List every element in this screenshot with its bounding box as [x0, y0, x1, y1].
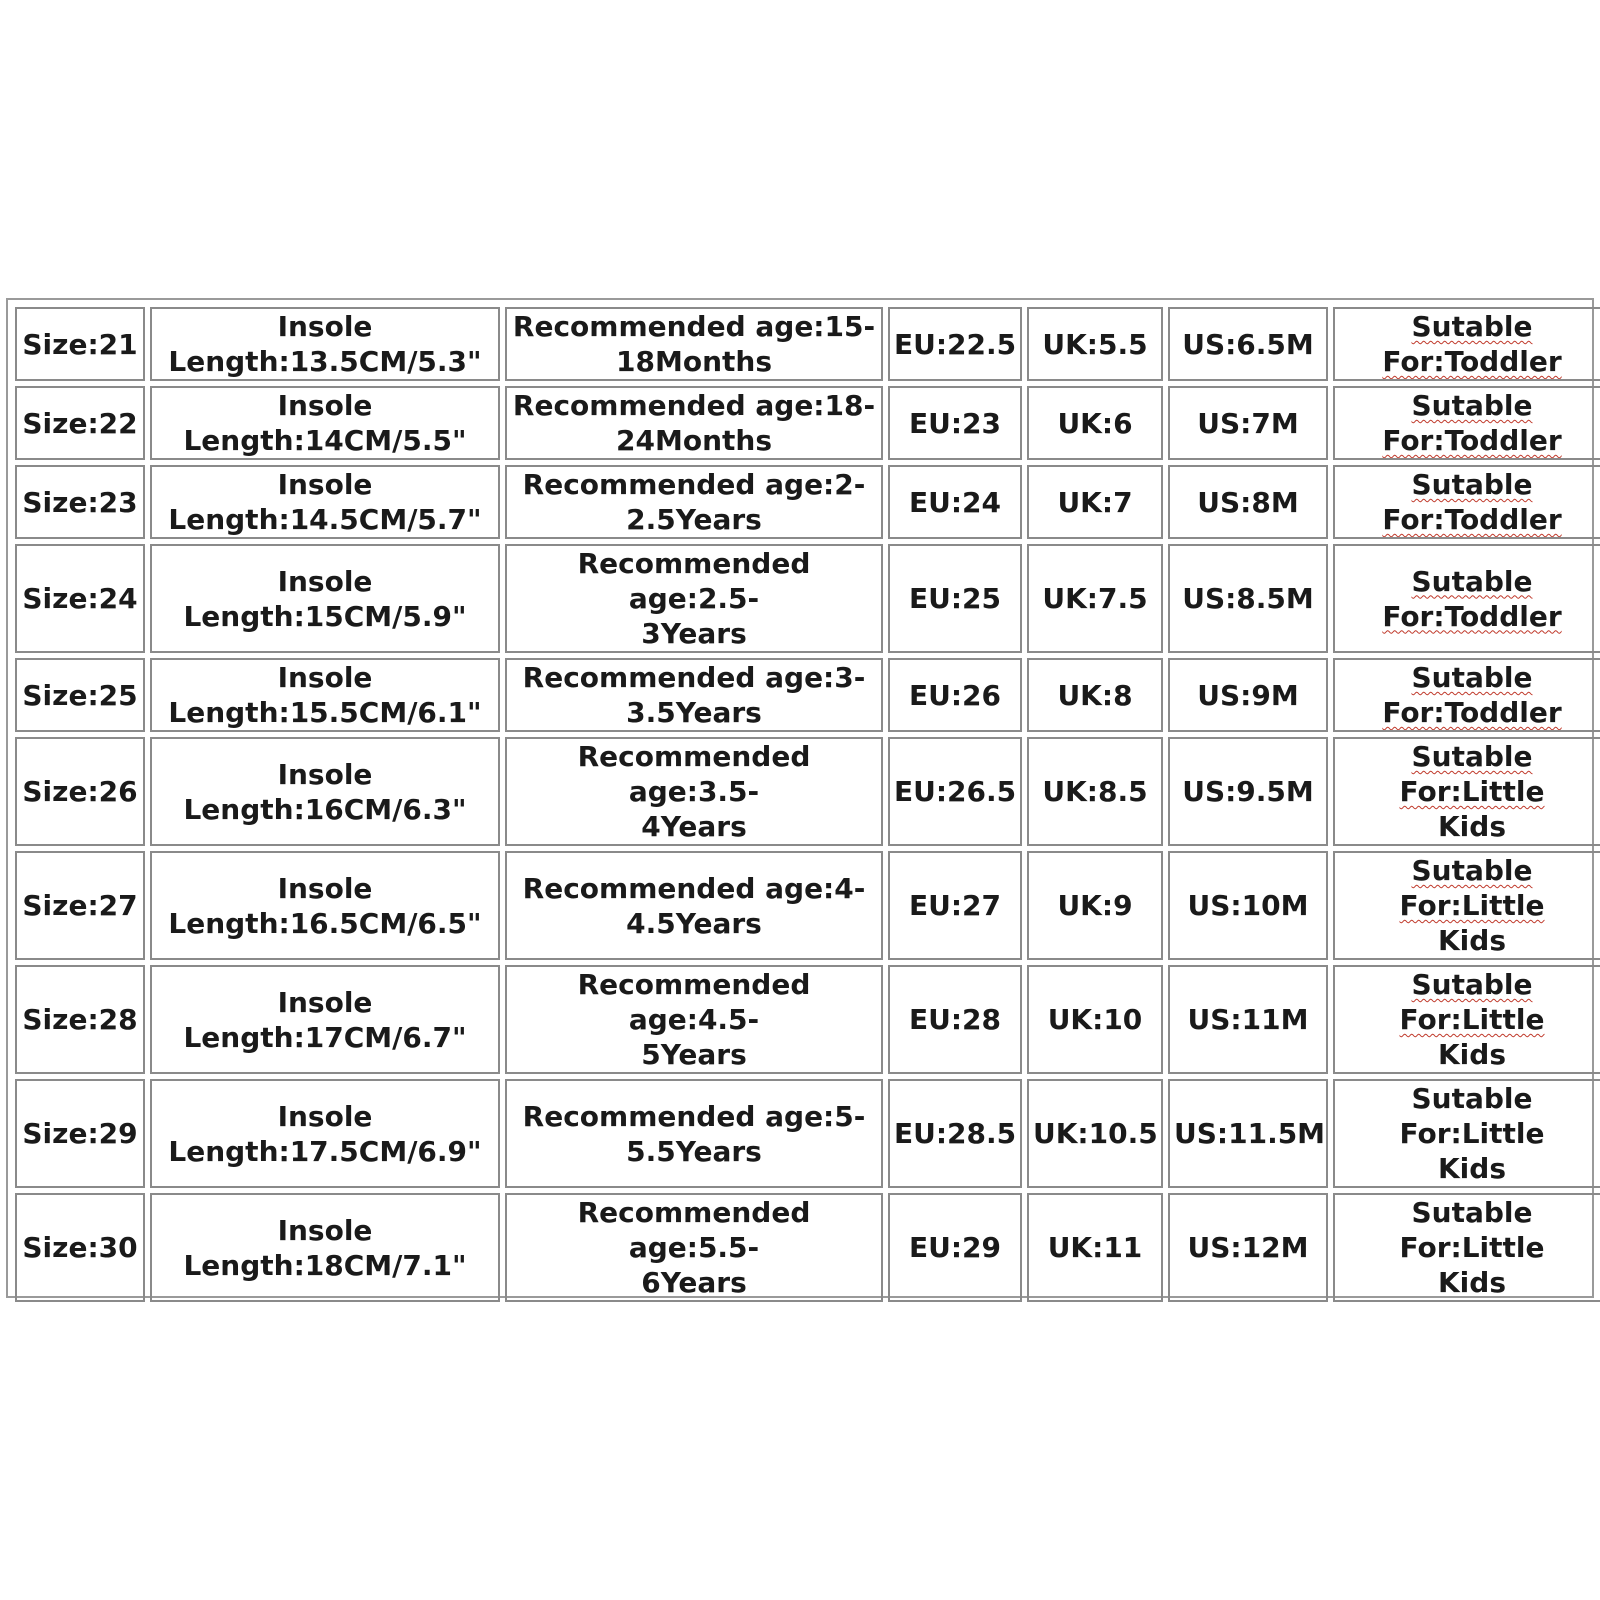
table-row	[15, 1193, 1600, 1302]
size-cell: Size:28	[15, 965, 145, 1074]
suitable-for-cell	[1333, 965, 1600, 1074]
eu-size-cell: EU:29	[888, 1193, 1022, 1302]
insole-length-value: Length:17.5CM/6.9"	[168, 1134, 482, 1168]
suitable-for-cell	[1333, 737, 1600, 846]
recommended-age-line-1: Recommended age:3-	[522, 661, 866, 694]
recommended-age-cell	[505, 307, 883, 381]
size-cell: Size:30	[15, 1193, 145, 1302]
table-row	[15, 1079, 1600, 1188]
suitable-for-text-2: For:Toddler	[1382, 345, 1562, 378]
suitable-for-line-2	[1339, 423, 1600, 458]
suitable-for-cell	[1333, 851, 1600, 960]
insole-length-value: Length:14.5CM/5.7"	[168, 503, 482, 536]
insole-length-cell	[150, 1079, 500, 1188]
insole-length-cell	[150, 386, 500, 460]
uk-size-cell: UK:10.5	[1027, 1079, 1163, 1188]
uk-size-cell: UK:7.5	[1027, 544, 1163, 653]
recommended-age-line-1: Recommended age:2-	[522, 468, 866, 501]
size-chart-frame	[6, 298, 1594, 1298]
uk-size-cell: UK:11	[1027, 1193, 1163, 1302]
suitable-for-line-2	[1339, 809, 1600, 844]
uk-size-cell: UK:9	[1027, 851, 1163, 960]
suitable-for-text-1: Sutable	[1411, 310, 1533, 343]
recommended-age-cell	[505, 1079, 883, 1188]
recommended-age-cell	[505, 658, 883, 732]
table-row	[15, 851, 1600, 960]
recommended-age-line-2: 4Years	[641, 810, 747, 843]
us-size-cell: US:6.5M	[1168, 307, 1328, 381]
insole-length-cell	[150, 851, 500, 960]
recommended-age-line-1: Recommended age:2.5-	[577, 547, 811, 615]
recommended-age-cell	[505, 386, 883, 460]
suitable-for-text-2: For:Toddler	[1382, 599, 1562, 633]
recommended-age-line-2: 3Years	[641, 617, 747, 650]
insole-label: Insole	[277, 661, 373, 694]
recommended-age-cell	[505, 544, 883, 653]
suitable-for-text-2: Kids	[1437, 810, 1506, 843]
insole-label: Insole	[277, 389, 373, 422]
insole-length-cell	[150, 737, 500, 846]
recommended-age-cell	[505, 465, 883, 539]
eu-size-cell: EU:26	[888, 658, 1022, 732]
suitable-for-line-1	[1339, 564, 1600, 599]
eu-size-cell: EU:25	[888, 544, 1022, 653]
suitable-for-text-1: Sutable	[1411, 389, 1533, 422]
recommended-age-line-1: Recommended age:4-	[522, 871, 866, 905]
uk-size-cell: UK:5.5	[1027, 307, 1163, 381]
insole-label: Insole	[277, 468, 373, 501]
recommended-age-line-2: 18Months	[616, 345, 772, 378]
size-cell: Size:27	[15, 851, 145, 960]
recommended-age-line-2: 6Years	[641, 1266, 747, 1299]
recommended-age-line-1: Recommended age:4.5-	[577, 968, 811, 1036]
recommended-age-line-1: Recommended age:5.5-	[577, 1196, 811, 1264]
insole-label: Insole	[277, 1099, 373, 1133]
eu-size-cell: EU:24	[888, 465, 1022, 539]
table-row	[15, 737, 1600, 846]
suitable-for-text-1: Sutable	[1411, 564, 1533, 598]
recommended-age-line-2: 5Years	[641, 1038, 747, 1071]
suitable-for-text-2: For:Toddler	[1382, 696, 1562, 729]
size-cell: Size:22	[15, 386, 145, 460]
suitable-for-cell	[1333, 544, 1600, 653]
insole-label: Insole	[277, 1213, 373, 1247]
suitable-for-line-1	[1339, 853, 1600, 923]
insole-length-value: Length:18CM/7.1"	[183, 1248, 467, 1282]
table-row	[15, 307, 1600, 381]
insole-length-value: Length:14CM/5.5"	[183, 424, 467, 457]
uk-size-cell: UK:8.5	[1027, 737, 1163, 846]
recommended-age-cell	[505, 965, 883, 1074]
suitable-for-line-1	[1339, 1195, 1600, 1265]
suitable-for-text-1: Sutable For:Little	[1399, 740, 1545, 808]
table-row	[15, 658, 1600, 732]
insole-length-value: Length:15CM/5.9"	[183, 599, 467, 633]
suitable-for-cell	[1333, 465, 1600, 539]
insole-length-value: Length:17CM/6.7"	[183, 1020, 467, 1054]
eu-size-cell: EU:28.5	[888, 1079, 1022, 1188]
insole-label: Insole	[277, 757, 373, 791]
insole-label: Insole	[277, 985, 373, 1019]
recommended-age-line-2: 2.5Years	[626, 503, 762, 536]
eu-size-cell: EU:22.5	[888, 307, 1022, 381]
us-size-cell: US:8M	[1168, 465, 1328, 539]
uk-size-cell: UK:6	[1027, 386, 1163, 460]
us-size-cell: US:7M	[1168, 386, 1328, 460]
size-cell: Size:29	[15, 1079, 145, 1188]
us-size-cell: US:12M	[1168, 1193, 1328, 1302]
suitable-for-line-2	[1339, 599, 1600, 634]
suitable-for-cell	[1333, 307, 1600, 381]
recommended-age-line-1: Recommended age:3.5-	[577, 740, 811, 808]
suitable-for-text-1: Sutable For:Little	[1399, 1196, 1545, 1264]
insole-length-cell	[150, 1193, 500, 1302]
insole-length-value: Length:15.5CM/6.1"	[168, 696, 482, 729]
eu-size-cell: EU:27	[888, 851, 1022, 960]
us-size-cell: US:11.5M	[1168, 1079, 1328, 1188]
suitable-for-text-2: For:Toddler	[1382, 424, 1562, 457]
us-size-cell: US:11M	[1168, 965, 1328, 1074]
suitable-for-text-2: Kids	[1437, 1152, 1506, 1185]
size-cell: Size:25	[15, 658, 145, 732]
insole-length-cell	[150, 658, 500, 732]
us-size-cell: US:10M	[1168, 851, 1328, 960]
insole-length-cell	[150, 965, 500, 1074]
insole-length-cell	[150, 465, 500, 539]
suitable-for-text-2: For:Toddler	[1382, 503, 1562, 536]
suitable-for-line-2	[1339, 502, 1600, 537]
table-row	[15, 544, 1600, 653]
size-chart-body	[15, 307, 1600, 1302]
suitable-for-cell	[1333, 658, 1600, 732]
suitable-for-text-1: Sutable For:Little	[1399, 854, 1545, 922]
suitable-for-text-2: Kids	[1437, 1266, 1506, 1299]
suitable-for-text-1: Sutable	[1411, 661, 1533, 694]
suitable-for-line-1	[1339, 309, 1600, 344]
insole-label: Insole	[277, 871, 373, 905]
suitable-for-text-1: Sutable For:Little	[1399, 1082, 1545, 1150]
table-row	[15, 386, 1600, 460]
suitable-for-line-1	[1339, 739, 1600, 809]
size-cell: Size:24	[15, 544, 145, 653]
suitable-for-line-2	[1339, 695, 1600, 730]
us-size-cell: US:8.5M	[1168, 544, 1328, 653]
size-cell: Size:21	[15, 307, 145, 381]
us-size-cell: US:9M	[1168, 658, 1328, 732]
suitable-for-cell	[1333, 1079, 1600, 1188]
size-cell: Size:23	[15, 465, 145, 539]
size-chart-table	[10, 302, 1600, 1307]
recommended-age-line-2: 3.5Years	[626, 696, 762, 729]
recommended-age-line-2: 24Months	[616, 424, 772, 457]
recommended-age-line-1: Recommended age:5-	[522, 1099, 866, 1133]
suitable-for-line-2	[1339, 1037, 1600, 1072]
table-row	[15, 965, 1600, 1074]
recommended-age-cell	[505, 851, 883, 960]
suitable-for-line-1	[1339, 660, 1600, 695]
suitable-for-text-2: Kids	[1437, 1038, 1506, 1071]
uk-size-cell: UK:10	[1027, 965, 1163, 1074]
eu-size-cell: EU:23	[888, 386, 1022, 460]
insole-label: Insole	[277, 564, 373, 598]
suitable-for-text-2: Kids	[1437, 924, 1506, 957]
recommended-age-line-1: Recommended age:18-	[512, 389, 876, 422]
suitable-for-line-1	[1339, 467, 1600, 502]
suitable-for-cell	[1333, 386, 1600, 460]
recommended-age-line-1: Recommended age:15-	[512, 310, 876, 343]
suitable-for-line-2	[1339, 923, 1600, 958]
suitable-for-cell	[1333, 1193, 1600, 1302]
size-cell: Size:26	[15, 737, 145, 846]
recommended-age-cell	[505, 1193, 883, 1302]
us-size-cell: US:9.5M	[1168, 737, 1328, 846]
uk-size-cell: UK:7	[1027, 465, 1163, 539]
suitable-for-line-2	[1339, 1265, 1600, 1300]
table-row	[15, 465, 1600, 539]
insole-length-value: Length:16.5CM/6.5"	[168, 906, 482, 940]
insole-length-value: Length:13.5CM/5.3"	[168, 345, 482, 378]
insole-label: Insole	[277, 310, 373, 343]
insole-length-value: Length:16CM/6.3"	[183, 792, 467, 826]
eu-size-cell: EU:26.5	[888, 737, 1022, 846]
suitable-for-text-1: Sutable For:Little	[1399, 968, 1545, 1036]
recommended-age-line-2: 5.5Years	[626, 1134, 762, 1168]
suitable-for-line-2	[1339, 1151, 1600, 1186]
eu-size-cell: EU:28	[888, 965, 1022, 1074]
suitable-for-line-1	[1339, 388, 1600, 423]
suitable-for-line-2	[1339, 344, 1600, 379]
recommended-age-line-2: 4.5Years	[626, 906, 762, 940]
insole-length-cell	[150, 544, 500, 653]
suitable-for-text-1: Sutable	[1411, 468, 1533, 501]
suitable-for-line-1	[1339, 1081, 1600, 1151]
suitable-for-line-1	[1339, 967, 1600, 1037]
uk-size-cell: UK:8	[1027, 658, 1163, 732]
insole-length-cell	[150, 307, 500, 381]
recommended-age-cell	[505, 737, 883, 846]
